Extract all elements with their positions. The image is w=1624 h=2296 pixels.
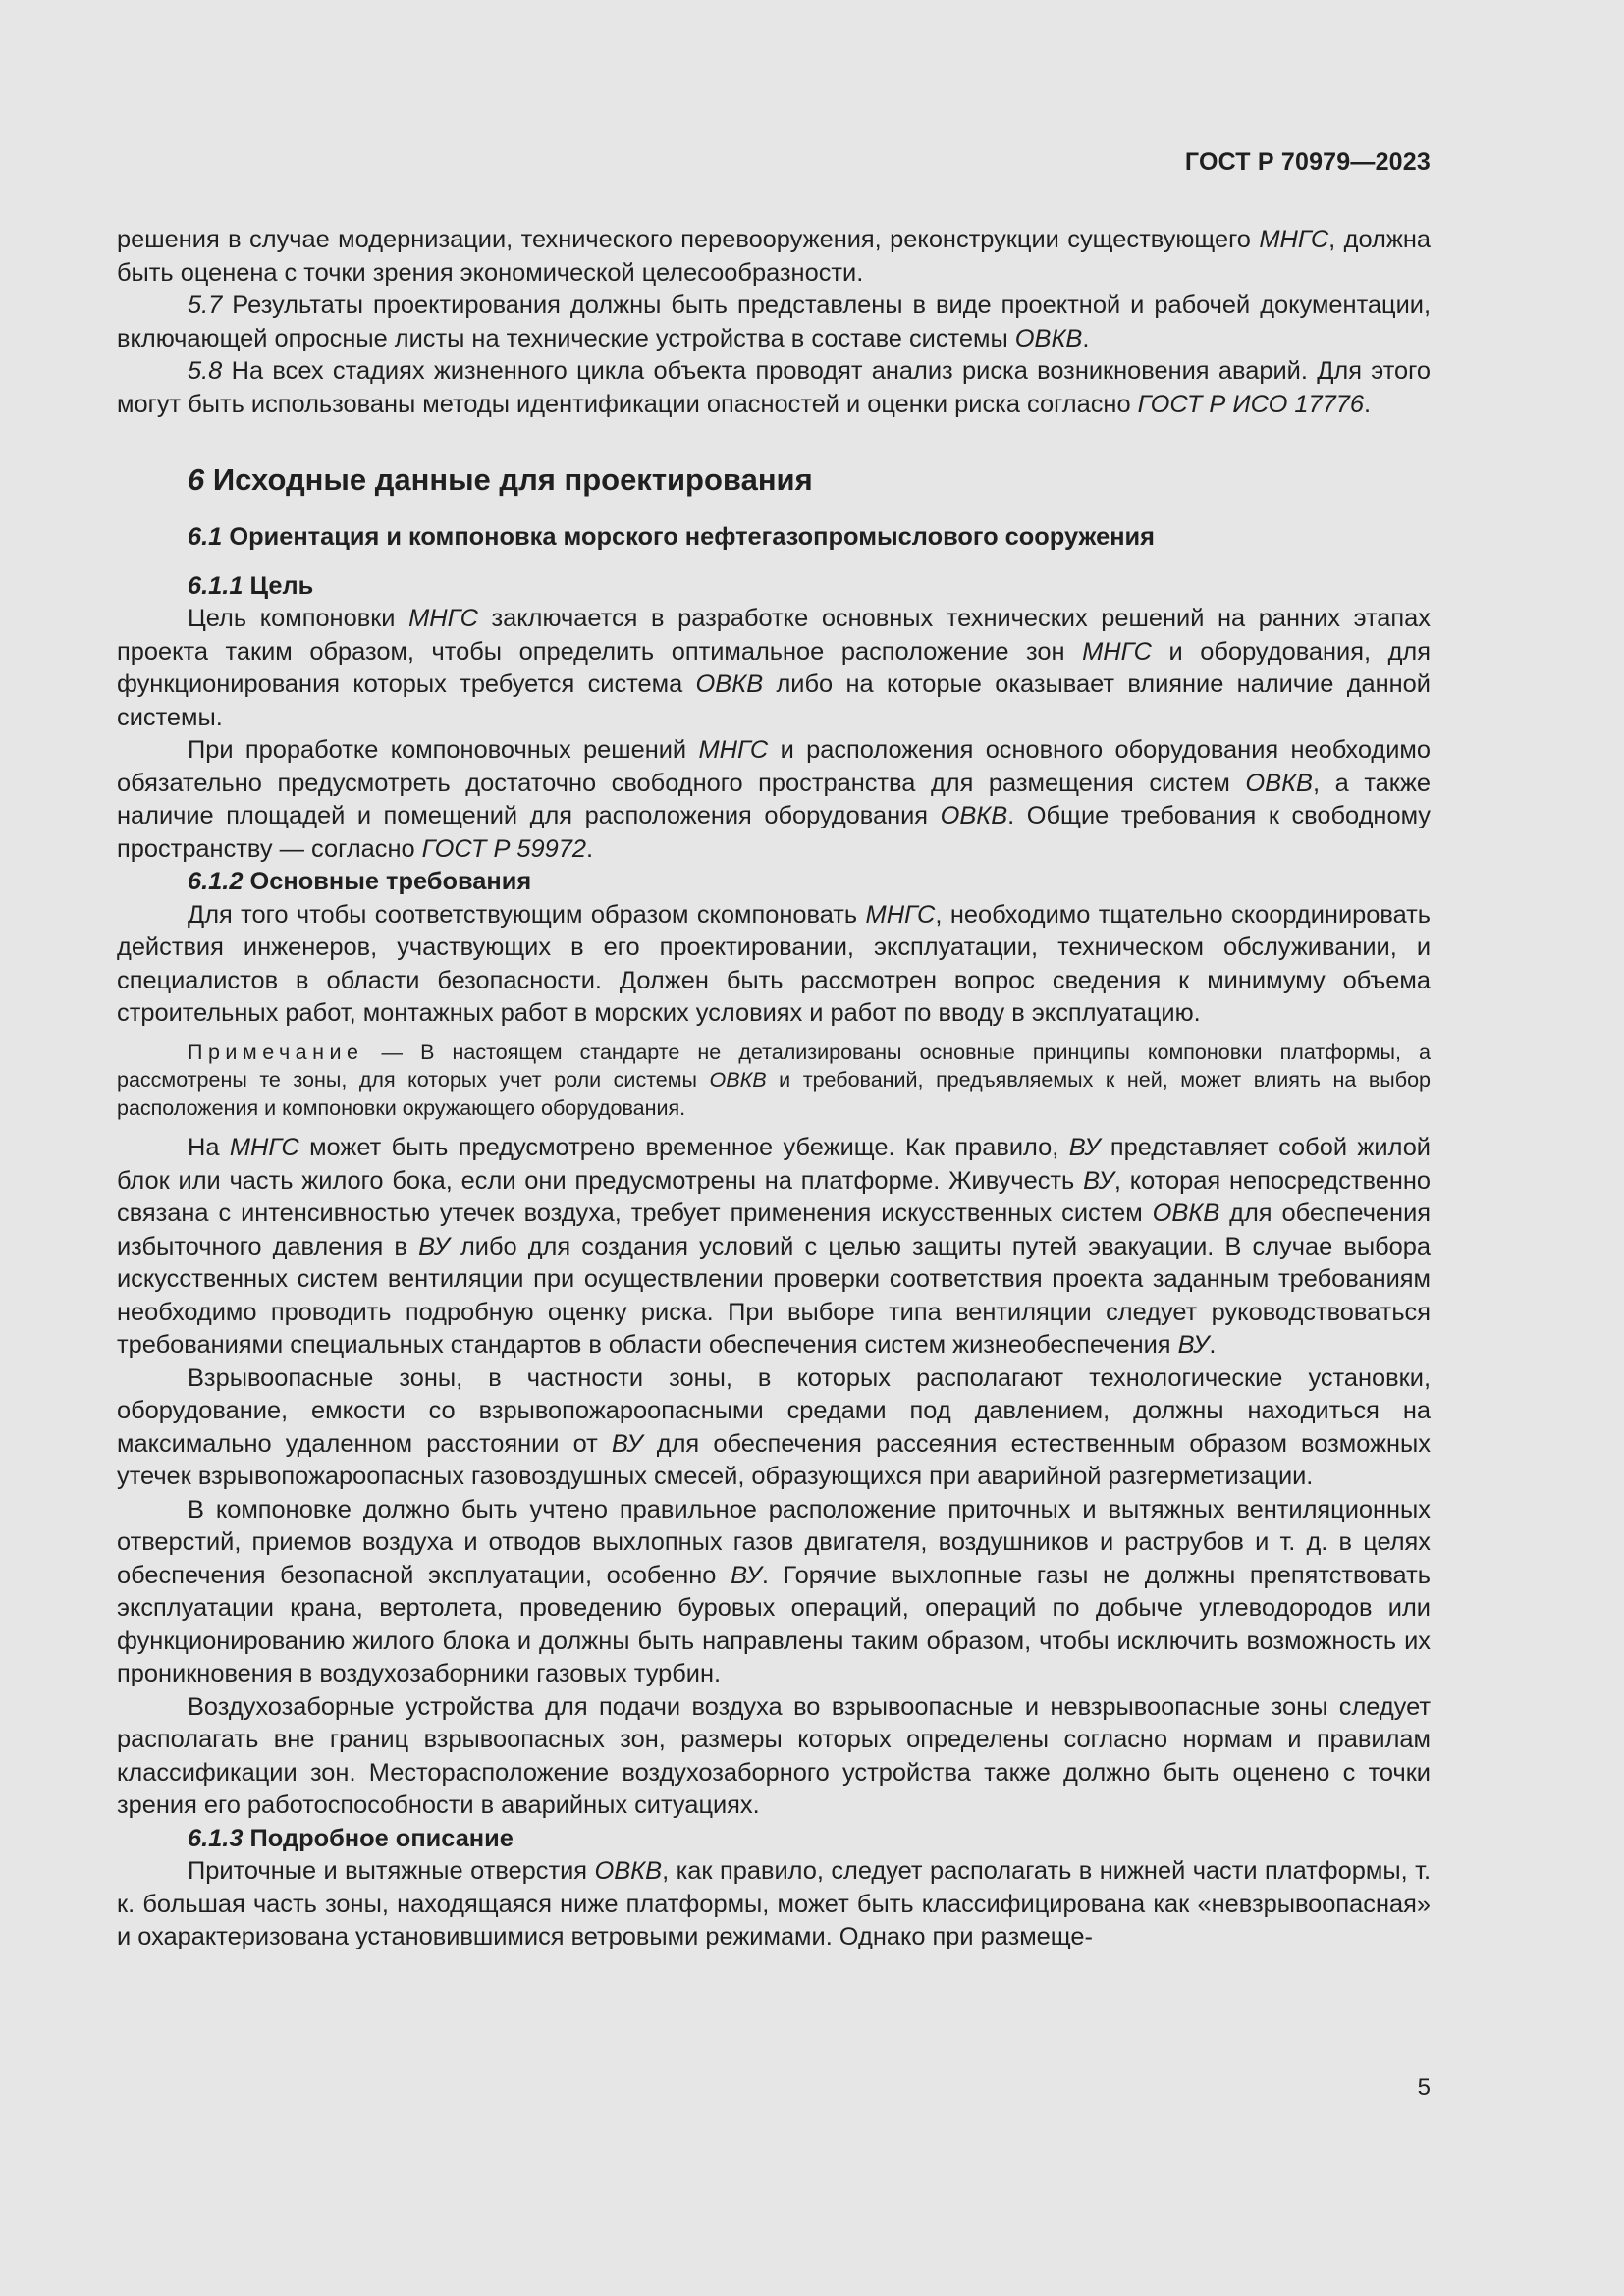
paragraph-continuation: решения в случае модернизации, технического перевооружения, реконструкции существующего МНГС, должна быть оценена с точки зрения экономической целесообразности. <box>117 226 1431 287</box>
paragraph-6-1-2-b: На МНГС может быть предусмотрено временное убежище. Как правило, ВУ представляет собой жилой блок или часть жилого бока, если они предусмотрены на платформе. Живучесть ВУ, которая непосредственно связана с интенсивностью утечек воздуха, требует применения искусственных систем ОВКВ для обеспечения избыточного давления в ВУ либо для создания условий с целью защиты путей эвакуации. В случае выбора искусственных систем вентиляции при осуществлении проверки соответствия проекта заданным требованиям необходимо проводить подробную оценку риска. При выборе типа вентиляции следует руководствоваться требованиями специальных стандартов в области обеспечения систем жизнеобеспечения ВУ. <box>117 1134 1432 1359</box>
paragraph-5-7: 5.7 Результаты проектирования должны быть представлены в виде проектной и рабочей документации, включающей опросные листы на технические устройства в составе системы ОВКВ. <box>117 292 1431 352</box>
subsection-heading-6-1-1: 6.1.1 Цель <box>188 571 314 600</box>
document-body <box>117 224 1431 1954</box>
page-number: 5 <box>1417 2074 1431 2101</box>
paragraph-6-1-2-a: Для того чтобы соответствующим образом скомпоновать МНГС, необходимо тщательно скоординировать действия инженеров, участвующих в его проектировании, эксплуатации, техническом обслуживании, и специалистов в области безопасности. Должен быть рассмотрен вопрос сведения к минимуму объема строительных работ, монтажных работ в морских условиях и работ по вводу в эксплуатацию. <box>117 900 1431 1027</box>
note-paragraph: Примечание — В настоящем стандарте не детализированы основные принципы компоновки платформы, а рассмотрены те зоны, для которых учет роли системы ОВКВ и требований, предъявляемых к ней, может влиять на выбор расположения и компоновки окружающего оборудования. <box>117 1040 1431 1120</box>
note-label: Примечание <box>188 1040 364 1064</box>
paragraph-6-1-1-b: При проработке компоновочных решений МНГС и расположения основного оборудования необходимо обязательно предусмотреть достаточно свободного пространства для размещения систем ОВКВ, а также наличие площадей и помещений для расположения оборудования ОВКВ. Общие требования к свободному пространству — согласно ГОСТ Р 59972. <box>117 736 1432 863</box>
paragraph-6-1-3-a: Приточные и вытяжные отверстия ОВКВ, как правило, следует располагать в нижней части платформы, т. к. большая часть зоны, находящаяся ниже платформы, может быть классифицирована как «невзрывоопасная» и охарактеризована установившимися ветровыми режимами. Однако при размеще- <box>117 1857 1432 1950</box>
paragraph-6-1-2-c: Взрывоопасные зоны, в частности зоны, в которых располагают технологические установки, оборудование, емкости со взрывопожароопасными средами под давлением, должны находиться на максимально удаленном расстоянии от ВУ для обеспечения рассеяния естественным образом возможных утечек взрывопожароопасных газовоздушных смесей, образующихся при аварийной разгерметизации. <box>117 1363 1431 1490</box>
subsection-heading-6-1-2: 6.1.2 Основные требования <box>188 868 532 895</box>
subsection-heading-6-1-3: 6.1.3 Подробное описание <box>188 1824 514 1852</box>
paragraph-6-1-2-e: Воздухозаборные устройства для подачи воздуха во взрывоопасные и невзрывоопасные зоны следует располагать вне границ взрывоопасных зон, размеры которых определены согласно нормам и правилам классификации зон. Месторасположение воздухозаборного устройства также должно быть оценено с точки зрения его работоспособности в аварийных ситуациях. <box>117 1692 1431 1819</box>
document-code: ГОСТ Р 70979—2023 <box>1184 148 1431 176</box>
paragraph-5-8: 5.8 На всех стадиях жизненного цикла объекта проводят анализ риска возникновения аварий. Для этого могут быть использованы методы идентификации опасностей и оценки риска согласно ГОСТ Р ИСО 17776. <box>117 357 1431 418</box>
paragraph-6-1-2-d: В компоновке должно быть учтено правильное расположение приточных и вытяжных вентиляционных отверстий, приемов воздуха и отводов выхлопных газов двигателя, воздушников и раструбов и т. д. в целях обеспечения безопасной эксплуатации, особенно ВУ. Горячие выхлопные газы не должны препятствовать эксплуатации крана, вертолета, проведению буровых операций, операций по добыче углеводородов или функционированию жилого блока и должны быть направлены таким образом, чтобы исключить возможность их проникновения в воздухозаборники газовых турбин. <box>117 1495 1431 1687</box>
subsection-heading-6-1: 6.1 Ориентация и компоновка морского нефтегазопромыслового сооружения <box>188 523 1155 551</box>
paragraph-6-1-1-a: Цель компоновки МНГС заключается в разработке основных технических решений на ранних этапах проекта таким образом, чтобы определить оптимальное расположение зон МНГС и оборудования, для функционирования которых требуется система ОВКВ либо на которые оказывает влияние наличие данной системы. <box>117 605 1431 731</box>
section-heading-6: 6 Исходные данные для проектирования <box>188 462 813 497</box>
